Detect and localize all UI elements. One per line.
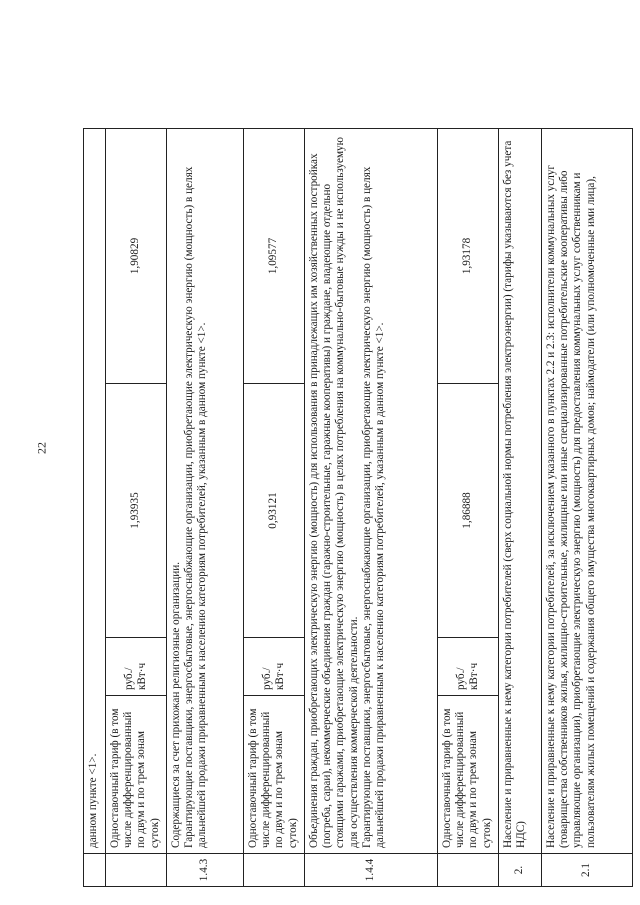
row-description: данном пункте <1>. — [84, 128, 106, 853]
table-row — [84, 128, 106, 886]
tariff-value-second-half: 1,93178 — [438, 128, 499, 383]
tariff-label: Одноставочный тариф (в том числе дифференцированный по двум и по трем зонам суток) — [438, 696, 499, 854]
row-number: 2.1 — [542, 854, 633, 887]
row-number — [244, 854, 305, 887]
row-number: 1.4.3 — [167, 854, 244, 887]
row-description: Население и приравненные к нему категории потребителей, за исключением указанного в пунктах 2.2 и 2.3: исполнители коммунальных услуг (товарищества собственников жилья, жилищно-строительные, жилищные или иные специализированные потребительские кооперативы либо управляющие организации), приобретающие электрическую энергию (мощность) для предоставления коммунальных услуг собственникам и пользователям жилых помещений и содержания общего имущества многоквартирных домов; наймодатели (или уполномоченные ими лица), — [542, 128, 633, 853]
row-description: Содержащиеся за счет прихожан религиозные организации. Гарантирующие поставщики, энергосбытовые, энергоснабжающие организации, приобретающие электрическую энергию (мощность) в целях дальнейшей продажи приравненным к населению категориям потребителей, указанным в данном пункте <1>. — [167, 128, 244, 853]
table-row — [106, 128, 167, 886]
row-number: 2. — [499, 854, 542, 887]
table-row — [305, 128, 438, 886]
tariff-label: Одноставочный тариф (в том числе дифференцированный по двум и по трем зонам суток) — [244, 696, 305, 854]
row-number — [106, 854, 167, 887]
tariff-table — [83, 128, 633, 887]
tariff-unit: руб./кВт·ч — [244, 638, 305, 696]
rotated-page-content — [83, 129, 597, 887]
page-number: 22 — [34, 442, 49, 454]
row-number — [438, 854, 499, 887]
tariff-label: Одноставочный тариф (в том числе дифференцированный по двум и по трем зонам суток) — [106, 696, 167, 854]
tariff-unit: руб./кВт·ч — [106, 638, 167, 696]
tariff-unit: руб./кВт·ч — [438, 638, 499, 696]
row-description: Объединения граждан, приобретающих электрическую энергию (мощность) для использования в принадлежащих им хозяйственных постройках (погреба, сараи), некоммерческие объединения граждан (гаражно-строительные, гаражные кооперативы) и граждане, владеющие отдельно стоящими гаражами, приобретающие электрическую энергию (мощность) в целях потребления на коммунально-бытовые нужды и не используемую для осуществления коммерческой деятельности. Гарантирующие поставщики, энергосбытовые, энергоснабжающие организации, приобретающие электрическую энергию (мощность) в целях дальнейшей продажи приравненным к населению категориям потребителей, указанным в данном пункте <1>. — [305, 128, 438, 853]
table-row — [542, 128, 633, 886]
table-row — [244, 128, 305, 886]
tariff-value-first-half: 1,86888 — [438, 384, 499, 638]
tariff-value-second-half: 1,09577 — [244, 128, 305, 383]
tariff-value-second-half: 1,90829 — [106, 128, 167, 383]
tariff-value-first-half: 1,93935 — [106, 384, 167, 638]
table-row — [499, 128, 542, 886]
table-row — [438, 128, 499, 886]
row-description: Население и приравненные к нему категории потребителей (сверх социальной нормы потребления электроэнергии) (тарифы указываются без учета НДС) — [499, 128, 542, 853]
table-row — [167, 128, 244, 886]
row-number: 1.4.4 — [305, 854, 438, 887]
row-number — [84, 854, 106, 887]
tariff-value-first-half: 0,93121 — [244, 384, 305, 638]
